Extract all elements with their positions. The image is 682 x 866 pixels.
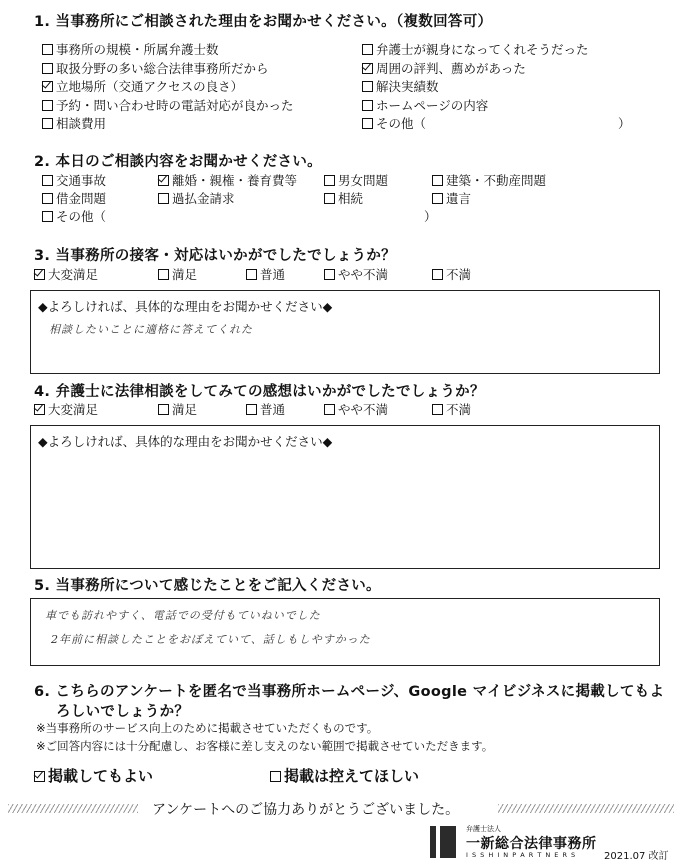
q5-handwritten-line-1: 車でも訪れやすく、電話での受付もていねいでした — [45, 609, 321, 622]
checkbox-option[interactable] — [158, 171, 297, 189]
checkbox-option[interactable] — [432, 189, 471, 207]
option-label: やや不満 — [338, 267, 389, 282]
option-label: その他（ — [376, 116, 427, 131]
checkbox-option[interactable] — [324, 171, 388, 189]
checkbox-icon[interactable] — [432, 269, 443, 280]
checkbox-option[interactable] — [324, 189, 363, 207]
checkbox-option[interactable] — [432, 265, 471, 283]
option-label: その他（ — [56, 209, 107, 224]
q4-title: 4. 弁護士に法律相談をしてみての感想はいかがでしたでしょうか？ — [34, 384, 485, 400]
checkbox-icon[interactable] — [158, 269, 169, 280]
checkbox-icon[interactable] — [42, 100, 53, 111]
option-label: 建築・不動産問題 — [446, 173, 547, 188]
checkbox-option[interactable] — [246, 400, 285, 418]
checkbox-icon[interactable] — [158, 175, 169, 186]
checkbox-icon[interactable] — [246, 269, 257, 280]
checkbox-option[interactable] — [42, 59, 269, 77]
checkbox-icon[interactable] — [246, 404, 257, 415]
q6-title-line-1: 6. こちらのアンケートを匿名で当事務所ホームページ、Google マイビジネスに掲載してもよ — [34, 684, 665, 700]
q1-other-close: ） — [618, 116, 631, 131]
option-label: 相談費用 — [56, 116, 107, 131]
option-label: 遺言 — [446, 191, 472, 206]
checkbox-icon[interactable] — [432, 404, 443, 415]
checkbox-option[interactable] — [42, 189, 106, 207]
checkbox-option[interactable] — [158, 265, 197, 283]
option-label: 普通 — [260, 402, 286, 417]
revision-label: 2021.07 改訂 — [604, 851, 669, 862]
q4-box-label: ◆よろしければ、具体的な理由をお聞かせください◆ — [38, 434, 333, 449]
option-label: 取扱分野の多い総合法律事務所だから — [56, 60, 269, 76]
checkbox-icon[interactable] — [324, 269, 335, 280]
firm-type: 弁護士法人 — [466, 825, 501, 833]
option-label: 不満 — [446, 402, 472, 417]
option-label: 満足 — [172, 402, 198, 417]
checkbox-option[interactable] — [362, 40, 589, 58]
q2-title: 2. 本日のご相談内容をお聞かせください。 — [34, 154, 322, 170]
q3-handwritten-answer: 相談したいことに適格に答えてくれた — [49, 323, 253, 336]
checkbox-icon[interactable] — [158, 193, 169, 204]
checkbox-option[interactable] — [34, 400, 98, 418]
option-label: 弁護士が親身になってくれそうだった — [376, 42, 589, 57]
option-label: 借金問題 — [56, 191, 107, 206]
option-label: 掲載してもよい — [48, 767, 154, 785]
option-label: 周囲の評判、薦めがあった — [376, 60, 526, 76]
option-label: 掲載は控えてほしい — [284, 767, 420, 785]
option-label: 不満 — [446, 267, 472, 282]
q5-title: 5. 当事務所について感じたことをご記入ください。 — [34, 578, 381, 594]
checkbox-option[interactable] — [362, 96, 488, 114]
option-label: 交通事故 — [56, 173, 107, 188]
checkbox-icon[interactable] — [270, 771, 281, 782]
q6-option-publish-ok[interactable] — [34, 765, 153, 786]
checkbox-option[interactable] — [432, 400, 471, 418]
q2-other-close: ） — [424, 209, 437, 224]
checkbox-option[interactable] — [42, 96, 294, 114]
q6-note-1: ※当事務所のサービス向上のために掲載させていただくものです。 — [36, 721, 379, 735]
option-label: やや不満 — [338, 402, 389, 417]
q5-handwritten-line-2: 2年前に相談したことをおぼえていて、話しもしやすかった — [51, 633, 371, 646]
option-label: 事務所の規模・所属弁護士数 — [56, 42, 219, 57]
checkbox-option[interactable] — [34, 265, 98, 283]
option-label: 相続 — [338, 191, 364, 206]
checkbox-icon[interactable] — [42, 175, 53, 186]
checkbox-option[interactable] — [42, 40, 219, 58]
option-label: 解決実績数 — [376, 79, 439, 94]
checkbox-option[interactable] — [42, 171, 106, 189]
checkbox-icon[interactable] — [324, 193, 335, 204]
checkbox-option[interactable] — [42, 114, 106, 132]
checkbox-option[interactable] — [42, 77, 243, 95]
option-label: 大変満足 — [48, 267, 99, 282]
option-label: 男女問題 — [338, 173, 389, 188]
q3-reason-box[interactable] — [30, 290, 660, 374]
q5-comment-box[interactable] — [30, 598, 660, 666]
checkbox-icon[interactable] — [42, 44, 53, 55]
checkbox-icon[interactable] — [362, 118, 373, 129]
q4-reason-box[interactable] — [30, 425, 660, 569]
checkbox-icon[interactable] — [42, 118, 53, 129]
option-label: 過払金請求 — [172, 191, 235, 206]
checkbox-option[interactable] — [324, 400, 388, 418]
checkbox-icon[interactable] — [34, 404, 45, 415]
checkbox-icon[interactable] — [432, 193, 443, 204]
checkbox-option[interactable] — [362, 114, 426, 132]
checkbox-icon[interactable] — [158, 404, 169, 415]
checkbox-option[interactable] — [324, 265, 388, 283]
checkbox-option[interactable] — [42, 207, 106, 225]
checkbox-icon[interactable] — [324, 404, 335, 415]
option-label: 予約・問い合わせ時の電話対応が良かった — [56, 97, 294, 113]
checkbox-icon[interactable] — [324, 175, 335, 186]
checkbox-icon[interactable] — [42, 211, 53, 222]
option-label: ホームページの内容 — [376, 97, 489, 113]
q3-box-label: ◆よろしければ、具体的な理由をお聞かせください◆ — [38, 299, 333, 314]
checkbox-option[interactable] — [158, 400, 197, 418]
q3-title: 3. 当事務所の接客・対応はいかがでしたでしょうか？ — [34, 248, 396, 264]
q1-title: 1. 当事務所にご相談された理由をお聞かせください。（複数回答可） — [34, 14, 493, 30]
checkbox-option[interactable] — [432, 171, 546, 189]
checkbox-icon[interactable] — [432, 175, 443, 186]
option-label: 離婚・親権・養育費等 — [172, 173, 298, 188]
checkbox-icon[interactable] — [42, 193, 53, 204]
firm-name: 一新総合法律事務所 — [466, 836, 597, 852]
decorative-hatch-left — [8, 804, 138, 813]
option-label: 満足 — [172, 267, 198, 282]
checkbox-icon[interactable] — [42, 81, 53, 92]
checkbox-option[interactable] — [158, 189, 235, 207]
decorative-hatch-right — [498, 804, 674, 813]
checkbox-option[interactable] — [246, 265, 285, 283]
checkbox-icon[interactable] — [362, 63, 373, 74]
checkbox-option[interactable] — [362, 59, 526, 77]
checkbox-icon[interactable] — [362, 44, 373, 55]
firm-roman-name: I S S H I N P A R T N E R S — [466, 851, 577, 859]
option-label: 大変満足 — [48, 402, 99, 417]
checkbox-icon[interactable] — [362, 81, 373, 92]
checkbox-icon[interactable] — [34, 269, 45, 280]
q6-option-publish-ng[interactable] — [270, 765, 419, 786]
checkbox-icon[interactable] — [42, 63, 53, 74]
q6-note-2: ※ご回答内容には十分配慮し、お客様に差し支えのない範囲で掲載させていただきます。 — [36, 739, 494, 753]
option-label: 立地場所（交通アクセスの良さ） — [56, 79, 244, 94]
option-label: 普通 — [260, 267, 286, 282]
q6-title-line-2: ろしいでしょうか？ — [56, 704, 190, 720]
checkbox-icon[interactable] — [362, 100, 373, 111]
checkbox-option[interactable] — [362, 77, 439, 95]
checkbox-icon[interactable] — [34, 771, 45, 782]
footer-thanks: アンケートへのご協力ありがとうございました。 — [152, 802, 460, 818]
